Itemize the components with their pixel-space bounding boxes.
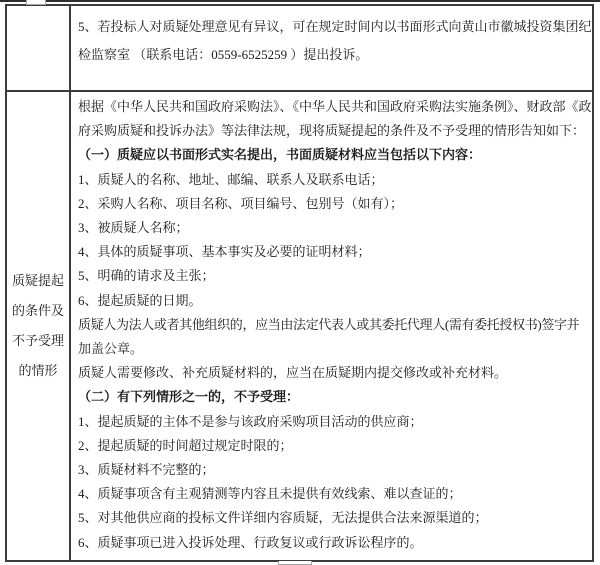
text-line: 3、被质疑人名称； — [78, 220, 189, 236]
text-line: 4、具体的质疑事项、基本事实及必要的证明材料； — [78, 244, 371, 260]
row-header-line: 不予受理 — [11, 333, 64, 348]
text-line: 2、提起质疑的时间超过规定时限的； — [78, 437, 293, 453]
procurement-objection-table — [5, 4, 594, 562]
row-header-line: 的条件及 — [11, 303, 64, 318]
text-line: 1、提起质疑的主体不是参与该政府采购项目活动的供应商； — [78, 413, 423, 429]
text-line: 4、质疑事项含有主观猜测等内容且未提供有效线索、难以查证的； — [78, 486, 462, 502]
text-line: 2、采购人名称、项目名称、项目编号、包别号（如有）； — [78, 195, 404, 211]
text-line: 质疑人为法人或者其他组织的，应当由法定代表人或其委托代理人(需有委托授权书)签字并 — [78, 316, 580, 332]
empty-header-cell — [7, 6, 71, 90]
text-line: （一）质疑应以书面形式实名提出，书面质疑材料应当包括以下内容： — [78, 147, 482, 163]
text-line: 5、明确的请求及主张； — [78, 268, 215, 284]
table-row-complaint — [7, 6, 592, 92]
top-crop-border-line — [0, 0, 600, 2]
text-line: 质疑人需要修改、补充质疑材料的，应当在质疑期内提交修改或补充材料。 — [78, 365, 508, 381]
table-row-objection-conditions — [7, 92, 592, 560]
text-line: 5、若投标人对质疑处理意见有异议，可在规定时间内以书面形式向黄山市徽城投资集团纪 — [78, 19, 592, 34]
text-line: （二）有下列情形之一的，不予受理： — [78, 389, 300, 405]
crop-artifact-bottom — [278, 561, 312, 565]
text-line: 加盖公章。 — [78, 341, 144, 357]
row-header-objection-conditions — [7, 92, 71, 560]
text-line: 府采购质疑和投诉办法》等法律法规，现将质疑提起的条件及不予受理的情形告知如下： — [78, 123, 586, 139]
row-header-line: 的情形 — [18, 363, 58, 378]
text-line: 1、质疑人的名称、地址、邮编、联系人及联系电话； — [78, 171, 384, 187]
objection-conditions-cell — [71, 92, 592, 560]
crop-artifact-top — [26, 0, 46, 5]
text-line: 根据《中华人民共和国政府采购法》、《中华人民共和国政府采购法实施条例》、财政部《政 — [78, 99, 592, 114]
text-line: 3、质疑材料不完整的； — [78, 462, 215, 478]
text-line: 5、对其他供应商的投标文件详细内容质疑，无法提供合法来源渠道的； — [78, 510, 488, 526]
text-line: 6、提起质疑的日期。 — [78, 292, 202, 308]
text-line: 6、质疑事项已进入投诉处理、行政复议或行政诉讼程序的。 — [78, 534, 423, 550]
text-line: 检监察室 （联系电话：0559-6525259 ）提出投诉。 — [78, 47, 369, 62]
complaint-instruction-cell — [71, 6, 592, 90]
row-header-line: 质疑提起 — [11, 273, 64, 288]
